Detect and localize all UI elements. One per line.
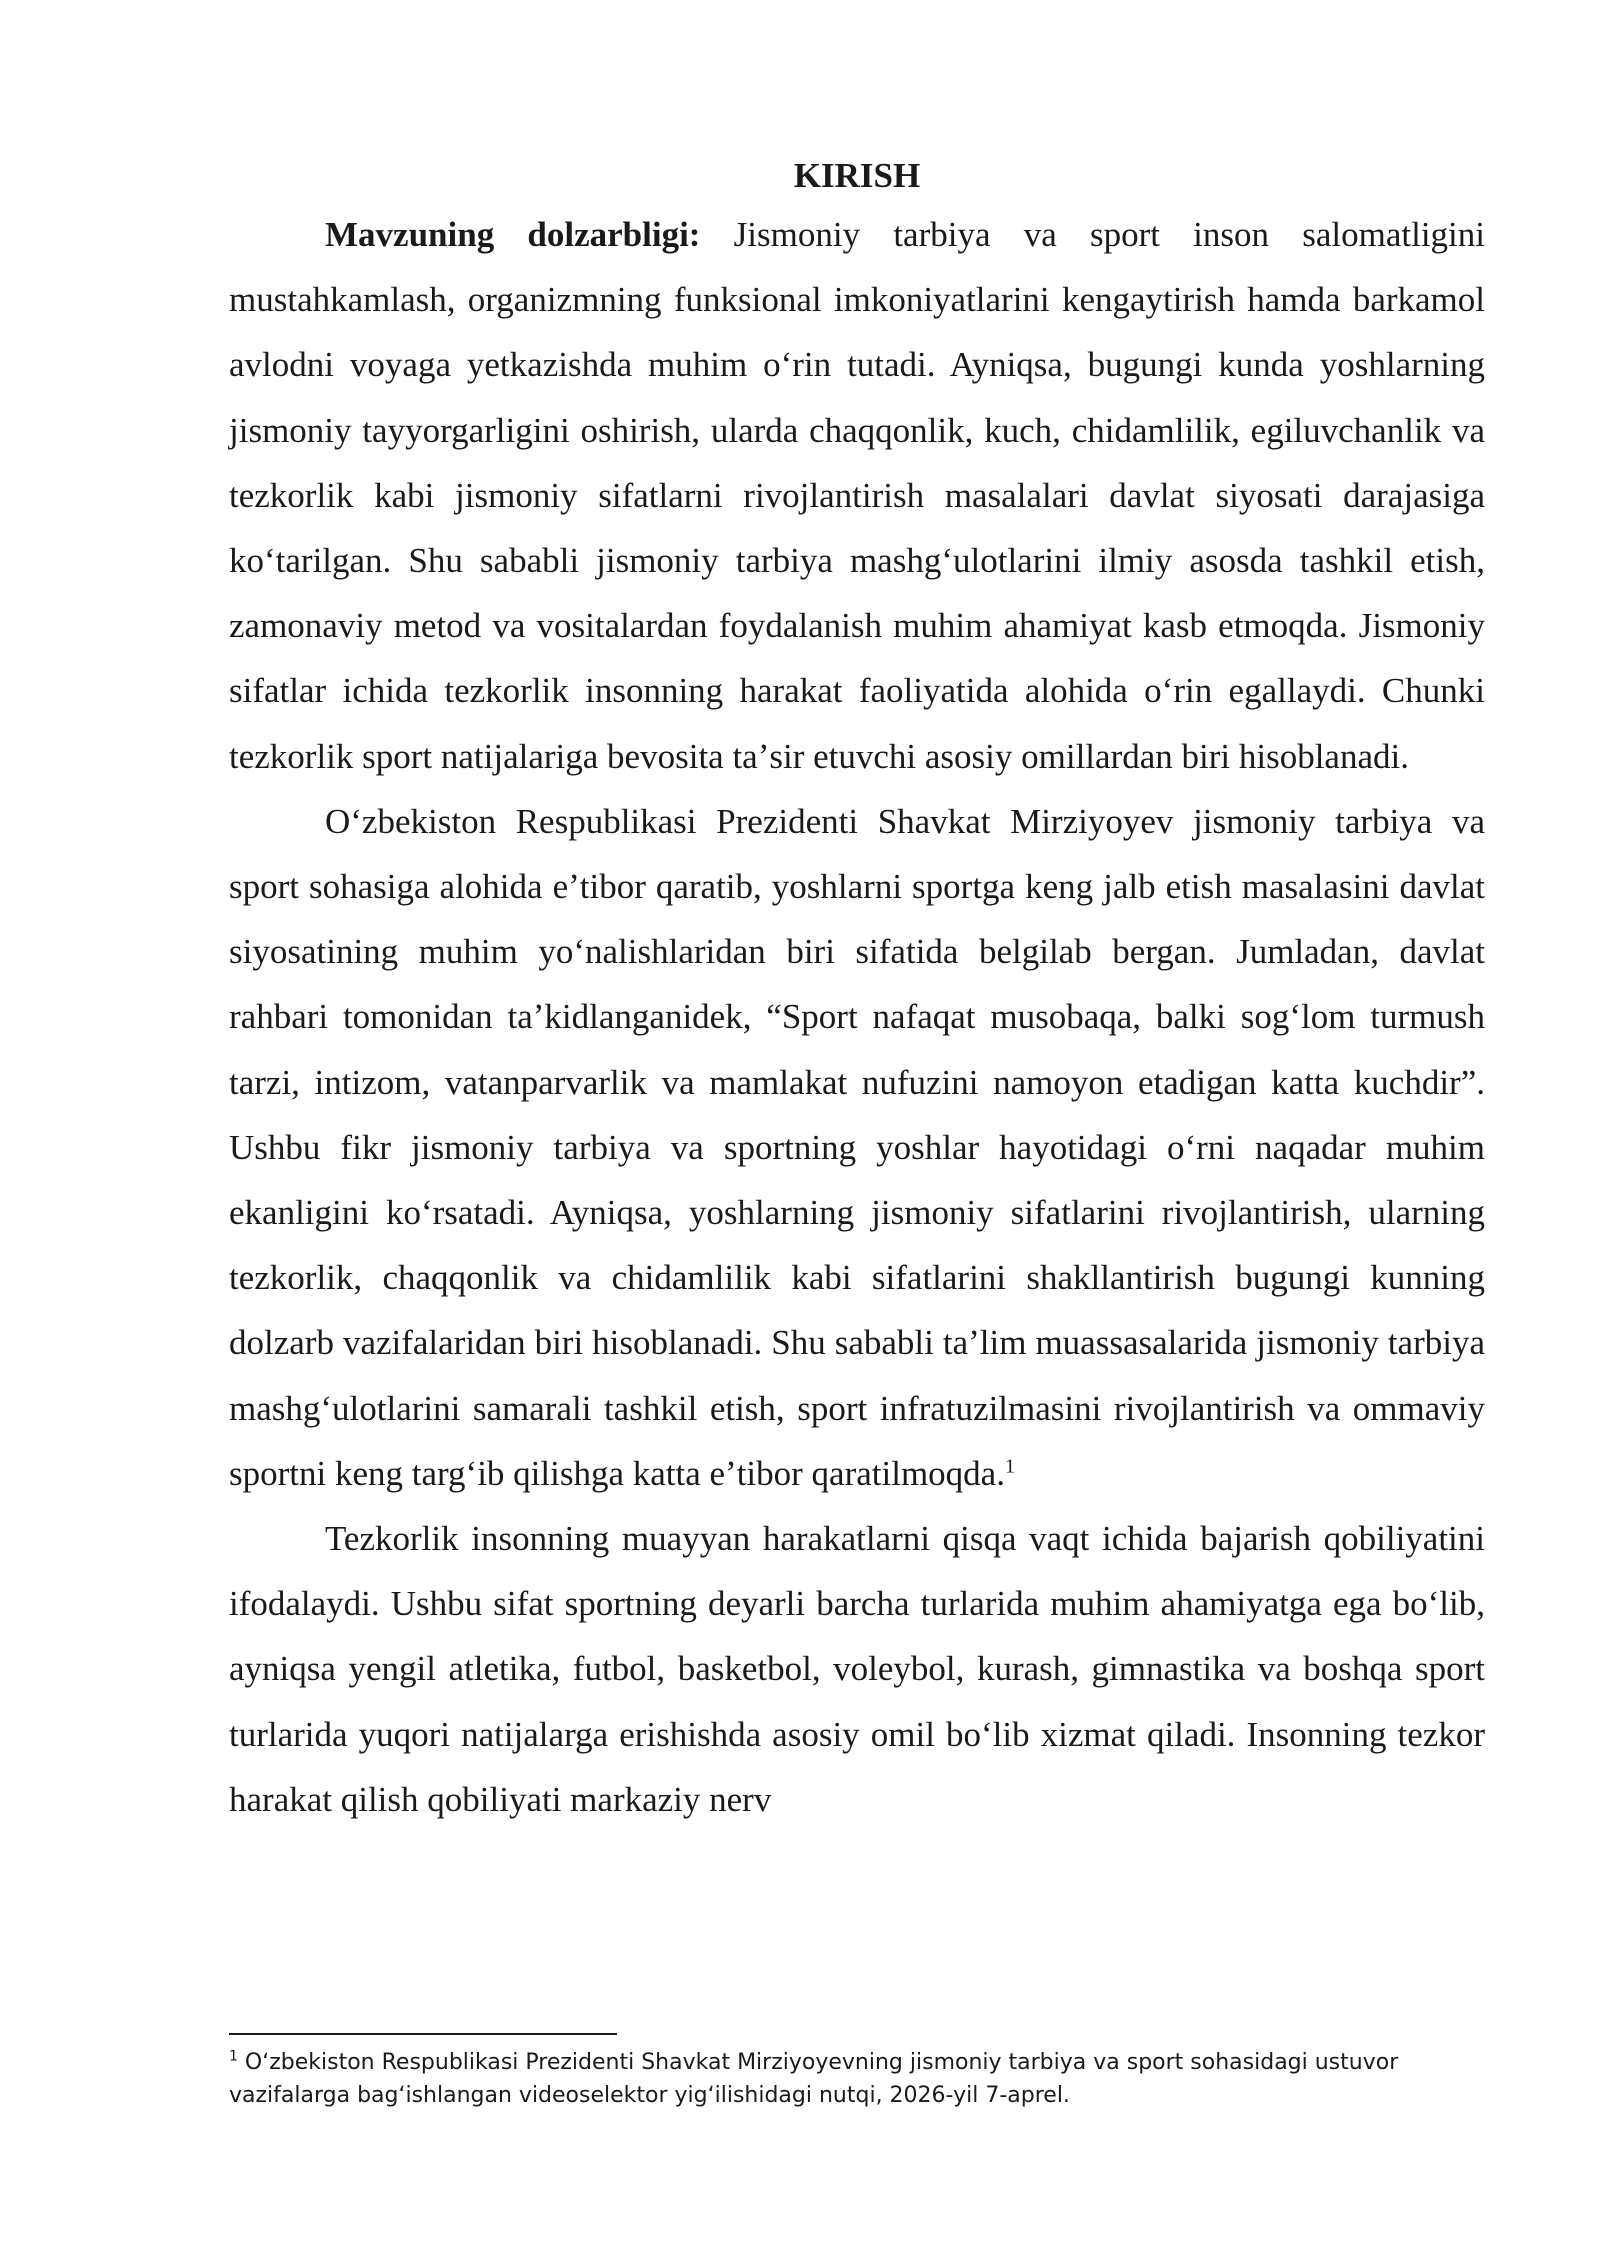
paragraph-text: Tezkorlik insonning muayyan harakatlarni qisqa vaqt ichida bajarish qobiliyatini ifodalaydi. Ushbu sifat sportning deyarli barcha turlarida muhim ahamiyatga ega boʻlib, ayniqsa yengil atletika, futbol, basketbol, voleybol, kurash, gimnastika va boshqa sport turlarida yuqori natijalarga erishishda asosiy omil boʻlib xizmat qiladi. Insonning tezkor harakat qilish qobiliyati markaziy nerv	[229, 1519, 1485, 1819]
page-body	[229, 150, 1485, 1832]
footnote	[229, 2046, 1485, 2112]
paragraph-text: Oʻzbekiston Respublikasi Prezidenti Shavkat Mirziyoyev jismoniy tarbiya va sport sohasiga alohida eʼtibor qaratib, yoshlarni sportga keng jalb etish masalasini davlat siyosatining muhim yoʻnalishlaridan biri sifatida belgilab bergan. Jumladan, davlat rahbari tomonidan taʼkidlanganidek, “Sport nafaqat musobaqa, balki sogʻlom turmush tarzi, intizom, vatanparvarlik va mamlakat nufuzini namoyon etadigan katta kuchdir”. Ushbu fikr jismoniy tarbiya va sportning yoshlar hayotidagi oʻrni naqadar muhim ekanligini koʻrsatadi. Ayniqsa, yoshlarning jismoniy sifatlarini rivojlantirish, ularning tezkorlik, chaqqonlik va chidamlilik kabi sifatlarini shakllantirish bugungi kunning dolzarb vazifalaridan biri hisoblanadi. Shu sababli taʼlim muassasalarida jismoniy tarbiya mashgʻulotlarini samarali tashkil etish, sport infratuzilmasini rivojlantirish va ommaviy sportni keng targʻib qilishga katta eʼtibor qaratilmoqda.	[229, 801, 1485, 1493]
footnote-mark: 1	[229, 2048, 238, 2065]
paragraph-text: Jismoniy tarbiya va sport inson salomatligini mustahkamlash, organizmning funksional imkoniyatlarini kengaytirish hamda barkamol avlodni voyaga yetkazishda muhim oʻrin tutadi. Ayniqsa, bugungi kunda yoshlarning jismoniy tayyorgarligini oshirish, ularda chaqqonlik, kuch, chidamlilik, egiluvchanlik va tezkorlik kabi jismoniy sifatlarni rivojlantirish masalalari davlat siyosati darajasiga koʻtarilgan. Shu sababli jismoniy tarbiya mashgʻulotlarini ilmiy asosda tashkil etish, zamonaviy metod va vositalardan foydalanish muhim ahamiyat kasb etmoqda. Jismoniy sifatlar ichida tezkorlik insonning harakat faoliyatida alohida oʻrin egallaydi. Chunki tezkorlik sport natijalariga bevosita taʼsir etuvchi asosiy omillardan biri hisoblanadi.	[229, 215, 1485, 776]
paragraph-president	[229, 789, 1485, 1506]
footnote-separator	[229, 2033, 617, 2035]
footnote-reference[interactable]: 1	[1004, 1455, 1015, 1478]
paragraph-lead: Mavzuning dolzarbligi:	[325, 215, 701, 254]
paragraph-relevance	[229, 202, 1485, 789]
footnote-text: Oʻzbekiston Respublikasi Prezidenti Shavkat Mirziyoyevning jismoniy tarbiya va sport sohasidagi ustuvor vazifalarga bagʻishlangan videoselektor yigʻilishidagi nutqi, 2026-yil 7-aprel.	[229, 2050, 1399, 2108]
section-heading: KIRISH	[793, 156, 921, 195]
paragraph-speed	[229, 1506, 1485, 1832]
